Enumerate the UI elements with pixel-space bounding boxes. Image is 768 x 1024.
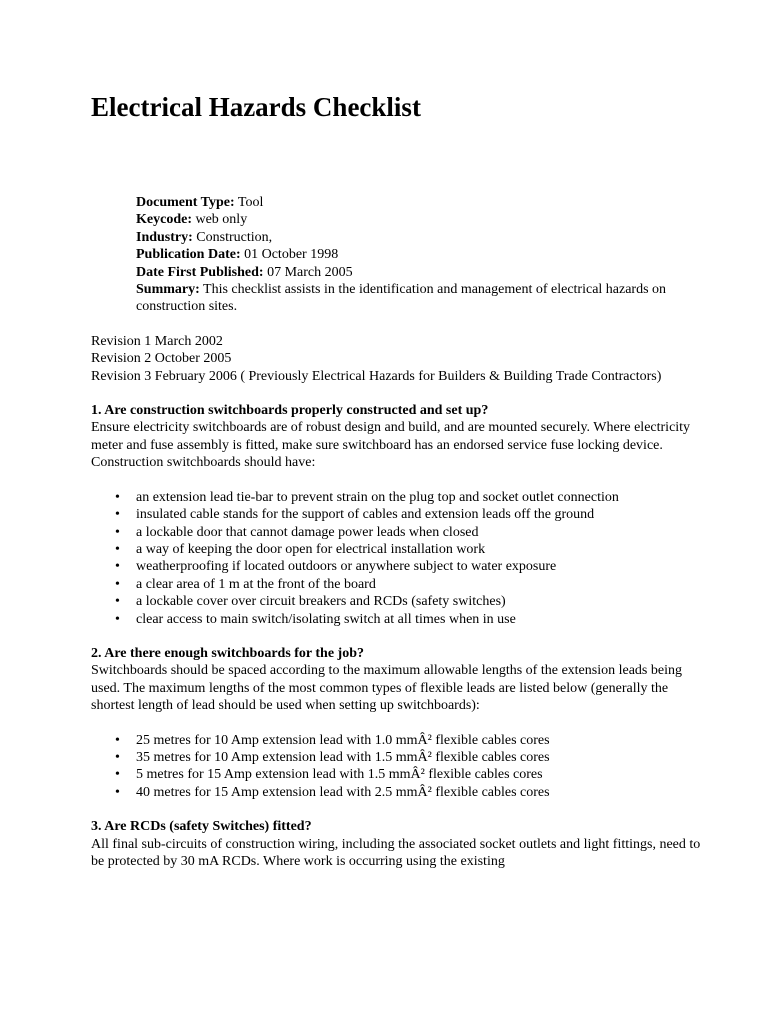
bullet-icon: •	[115, 541, 120, 557]
bullet-icon: •	[115, 611, 120, 627]
list-item-text: weatherproofing if located outdoors or anywhere subject to water exposure	[136, 559, 557, 575]
bullet-icon: •	[115, 489, 120, 505]
list-item-text: insulated cable stands for the support of cables and extension leads off the ground	[136, 507, 595, 523]
section-heading: 1. Are construction switchboards properly constructed and set up?	[91, 403, 489, 419]
list-item-text: a way of keeping the door open for electrical installation work	[136, 541, 486, 557]
list-item-text: an extension lead tie-bar to prevent strain on the plug top and socket outlet connection	[136, 489, 619, 505]
metadata-row-document-type	[136, 194, 668, 211]
bullet-icon: •	[115, 594, 120, 610]
section-switchboard-construction	[91, 402, 708, 628]
bullet-icon: •	[115, 784, 120, 800]
bullet-list	[91, 732, 708, 802]
list-item	[91, 541, 708, 558]
list-item	[91, 611, 708, 628]
section-body: Switchboards should be spaced according to the maximum allowable lengths of the extension leads being used. The maximum lengths of the most common types of flexible leads are listed below (generally the shortest length of lead should be used when setting up switchboards):	[91, 663, 682, 714]
list-item	[91, 766, 708, 783]
bullet-icon: •	[115, 576, 120, 592]
bullet-icon: •	[115, 767, 120, 783]
metadata-value: 07 March 2005	[267, 264, 353, 280]
list-item	[91, 593, 708, 610]
metadata-label: Publication Date:	[136, 247, 241, 263]
section-body: Ensure electricity switchboards are of robust design and build, and are mounted securely. Where electricity meter and fuse assembly is fitted, make sure switchboard has an endorsed service fuse locking device. Construction switchboards should have:	[91, 420, 691, 471]
metadata-value: Tool	[237, 195, 264, 210]
list-item-text: a lockable door that cannot damage power leads when closed	[136, 524, 479, 540]
revision-history	[91, 333, 708, 385]
section-rcds	[91, 818, 708, 870]
metadata-row-date-first-published	[136, 264, 668, 281]
revision-line: Revision 2 October 2005	[91, 351, 232, 367]
list-item-text: clear access to main switch/isolating switch at all times when in use	[136, 611, 516, 627]
metadata-value: web only	[195, 212, 248, 228]
list-item	[91, 749, 708, 766]
bullet-list	[91, 489, 708, 628]
metadata-label: Industry:	[136, 229, 193, 245]
metadata-row-summary	[136, 281, 668, 316]
list-item	[91, 558, 708, 575]
page-title: Electrical Hazards Checklist	[91, 92, 421, 122]
list-item-text: 25 metres for 10 Amp extension lead with 1.0 mmÂ² flexible cables cores	[136, 732, 550, 748]
metadata-value: Construction,	[196, 229, 273, 245]
list-item	[91, 732, 708, 749]
list-item-text: a lockable cover over circuit breakers and RCDs (safety switches)	[136, 594, 506, 610]
list-item-text: 5 metres for 15 Amp extension lead with 1.5 mmÂ² flexible cables cores	[136, 767, 543, 783]
metadata-row-industry	[136, 229, 668, 246]
revision-line: Revision 1 March 2002	[91, 333, 223, 349]
metadata-row-keycode	[136, 211, 668, 228]
section-body: All final sub-circuits of construction wiring, including the associated socket outlets and light fittings, need to be protected by 30 mA RCDs. Where work is occurring using the existing	[91, 836, 701, 869]
list-item	[91, 489, 708, 506]
list-item	[91, 506, 708, 523]
section-heading: 2. Are there enough switchboards for the job?	[91, 645, 364, 661]
bullet-icon: •	[115, 524, 120, 540]
bullet-icon: •	[115, 559, 120, 575]
section-switchboard-count	[91, 645, 708, 801]
metadata-label: Document Type:	[136, 195, 235, 210]
list-item-text: 40 metres for 15 Amp extension lead with 2.5 mmÂ² flexible cables cores	[136, 784, 550, 800]
document-metadata	[136, 194, 668, 316]
list-item-text: a clear area of 1 m at the front of the board	[136, 576, 376, 592]
metadata-row-publication-date	[136, 246, 668, 263]
list-item	[91, 576, 708, 593]
list-item	[91, 784, 708, 801]
bullet-icon: •	[115, 507, 120, 523]
metadata-value: This checklist assists in the identification and management of electrical hazards on construction sites.	[136, 282, 667, 315]
section-heading: 3. Are RCDs (safety Switches) fitted?	[91, 819, 312, 835]
metadata-label: Summary:	[136, 282, 200, 298]
list-item-text: 35 metres for 10 Amp extension lead with 1.5 mmÂ² flexible cables cores	[136, 749, 550, 765]
bullet-icon: •	[115, 749, 120, 765]
revision-line: Revision 3 February 2006 ( Previously Electrical Hazards for Builders & Building Trade Contractors)	[91, 368, 662, 384]
metadata-value: 01 October 1998	[244, 247, 339, 263]
metadata-label: Keycode:	[136, 212, 192, 228]
metadata-label: Date First Published:	[136, 264, 264, 280]
list-item	[91, 524, 708, 541]
bullet-icon: •	[115, 732, 120, 748]
